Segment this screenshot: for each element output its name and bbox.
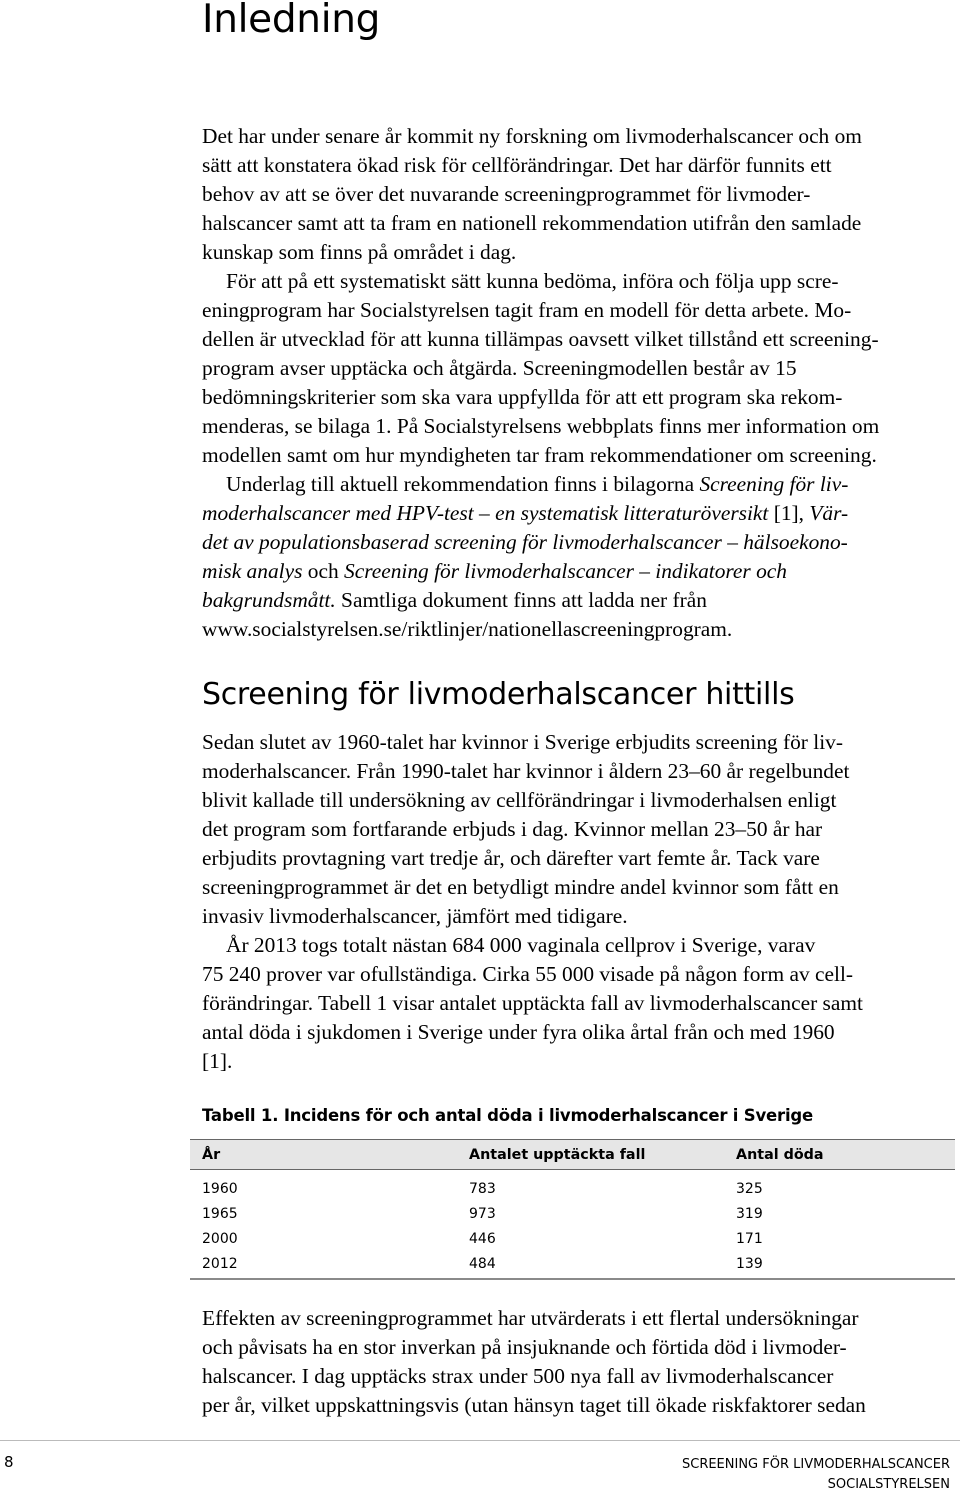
cell-year: 1960 [202,1180,238,1197]
footer-publisher: SOCIALSTYRELSEN [827,1477,950,1492]
report-title: Screening för livmoderhalscancer – indikatorer och [344,559,787,583]
text-line [202,470,960,499]
table-row [190,1170,955,1202]
footer-divider [0,1440,960,1441]
report-title: Vär- [809,501,849,525]
text-line [202,499,960,528]
footer-title: SCREENING FÖR LIVMODERHALSCANCER [681,1457,950,1472]
text-line: modellen samt om hur myndigheten tar fram rekommendationer om screening. [202,443,877,467]
text-line: [1]. [202,1049,233,1073]
intro-paragraph-3 [202,470,960,644]
text-span: och [302,559,344,583]
table-row [190,1201,955,1226]
text-line: behov av att se över det nuvarande screeningprogrammet för livmoder- [202,182,811,206]
text-line: antal döda i sjukdomen i Sverige under fyra olika årtal från och med 1960 [202,1020,835,1044]
cell-deaths: 319 [736,1205,763,1222]
intro-text [202,122,960,644]
text-line: det program som fortfarande erbjuds i dag. Kvinnor mellan 23–50 år har [202,817,823,841]
cell-year: 2000 [202,1230,238,1247]
section-paragraph-2 [202,931,960,1076]
intro-paragraph-2 [202,267,960,470]
text-line: För att på ett systematiskt sätt kunna bedöma, införa och följa upp scre- [226,269,839,293]
text-line: Effekten av screeningprogrammet har utvärderats i ett flertal undersökningar [202,1306,859,1330]
text-span: Samtliga dokument finns att ladda ner från [335,588,707,612]
text-line: eningprogram har Socialstyrelsen tagit fram en modell för detta arbete. Mo- [202,298,852,322]
table-header-row [190,1140,955,1170]
intro-paragraph-1 [202,122,960,267]
cell-cases: 446 [469,1230,496,1247]
text-line: moderhalscancer. Från 1990-talet har kvinnor i åldern 23–60 år regelbundet [202,759,850,783]
report-title: det av populationsbaserad screening för livmoderhalscancer – hälsoekono- [202,530,848,554]
section-heading: Screening för livmoderhalscancer hittills [202,677,795,712]
header-year: År [190,1140,457,1170]
text-line: Det har under senare år kommit ny forskning om livmoderhalscancer och om [202,124,862,148]
text-line [202,586,960,615]
effect-paragraph [202,1304,960,1420]
text-line: program avser upptäcka och åtgärda. Screeningmodellen består av 15 [202,356,797,380]
text-line: dellen är utvecklad för att kunna tillämpas oavsett vilket tillstånd ett screening- [202,327,879,351]
page-heading: Inledning [202,0,381,42]
text-line: Sedan slutet av 1960-talet har kvinnor i Sverige erbjudits screening för liv- [202,730,843,754]
cell-year: 2012 [190,1251,457,1279]
header-cases: Antalet upptäckta fall [457,1140,724,1170]
text-line: halscancer samt att ta fram en nationell rekommendation utifrån den samlade [202,211,862,235]
text-line [202,528,960,557]
text-line: bedömningskriterier som ska vara uppfyllda för att ett program ska rekom- [202,385,843,409]
report-title: Screening för liv- [699,472,849,496]
table-caption: Tabell 1. Incidens för och antal döda i livmoderhalscancer i Sverige [202,1106,814,1125]
text-line: erbjudits provtagning vart tredje år, och därefter vart femte år. Tack vare [202,846,820,870]
report-title: bakgrundsmått. [202,588,336,612]
text-line: blivit kallade till undersökning av cellförändringar i livmoderhalsen enligt [202,788,837,812]
text-line: menderas, se bilaga 1. På Socialstyrelsens webbplats finns mer information om [202,414,880,438]
footer-info [682,1455,950,1495]
table-row [190,1226,955,1251]
text-line: förändringar. Tabell 1 visar antalet upptäckta fall av livmoderhalscancer samt [202,991,863,1015]
page-number: 8 [4,1453,14,1471]
text-line: halscancer. I dag upptäcks strax under 500 nya fall av livmoderhalscancer [202,1364,834,1388]
text-line: År 2013 togs totalt nästan 684 000 vaginala cellprov i Sverige, varav [226,933,816,957]
header-deaths: Antal döda [724,1140,955,1170]
incidence-table [190,1139,955,1280]
text-line: sätt att konstatera ökad risk för cellförändringar. Det har därför funnits ett [202,153,832,177]
text-span: Underlag till aktuell rekommendation finns i bilagorna [226,472,700,496]
table-row [190,1251,955,1279]
section-text [202,728,960,1076]
cell-deaths: 171 [736,1230,763,1247]
text-line: per år, vilket uppskattningsvis (utan hänsyn taget till ökade riskfaktorer sedan [202,1393,866,1417]
text-line [202,557,960,586]
text-line: screeningprogrammet är det en betydligt mindre andel kvinnor som fått en [202,875,839,899]
text-line: 75 240 prover var ofullständiga. Cirka 55 000 visade på någon form av cell- [202,962,854,986]
cell-cases: 973 [469,1205,496,1222]
cell-deaths: 139 [724,1251,955,1279]
cell-deaths: 325 [736,1180,763,1197]
text-line: kunskap som finns på området i dag. [202,240,517,264]
report-title: moderhalscancer med HPV-test – en systematisk litteraturöversikt [202,501,769,525]
citation: [1], [768,501,810,525]
website-link[interactable]: www.socialstyrelsen.se/riktlinjer/nationellascreeningprogram. [202,617,733,641]
cell-cases: 783 [469,1180,496,1197]
text-line: och påvisats ha en stor inverkan på insjuknande och förtida död i livmoder- [202,1335,847,1359]
section-text-after-table [202,1304,960,1420]
text-line: invasiv livmoderhalscancer, jämfört med tidigare. [202,904,628,928]
cell-cases: 484 [457,1251,724,1279]
section-paragraph-1 [202,728,960,931]
cell-year: 1965 [202,1205,238,1222]
report-title: misk analys [202,559,303,583]
